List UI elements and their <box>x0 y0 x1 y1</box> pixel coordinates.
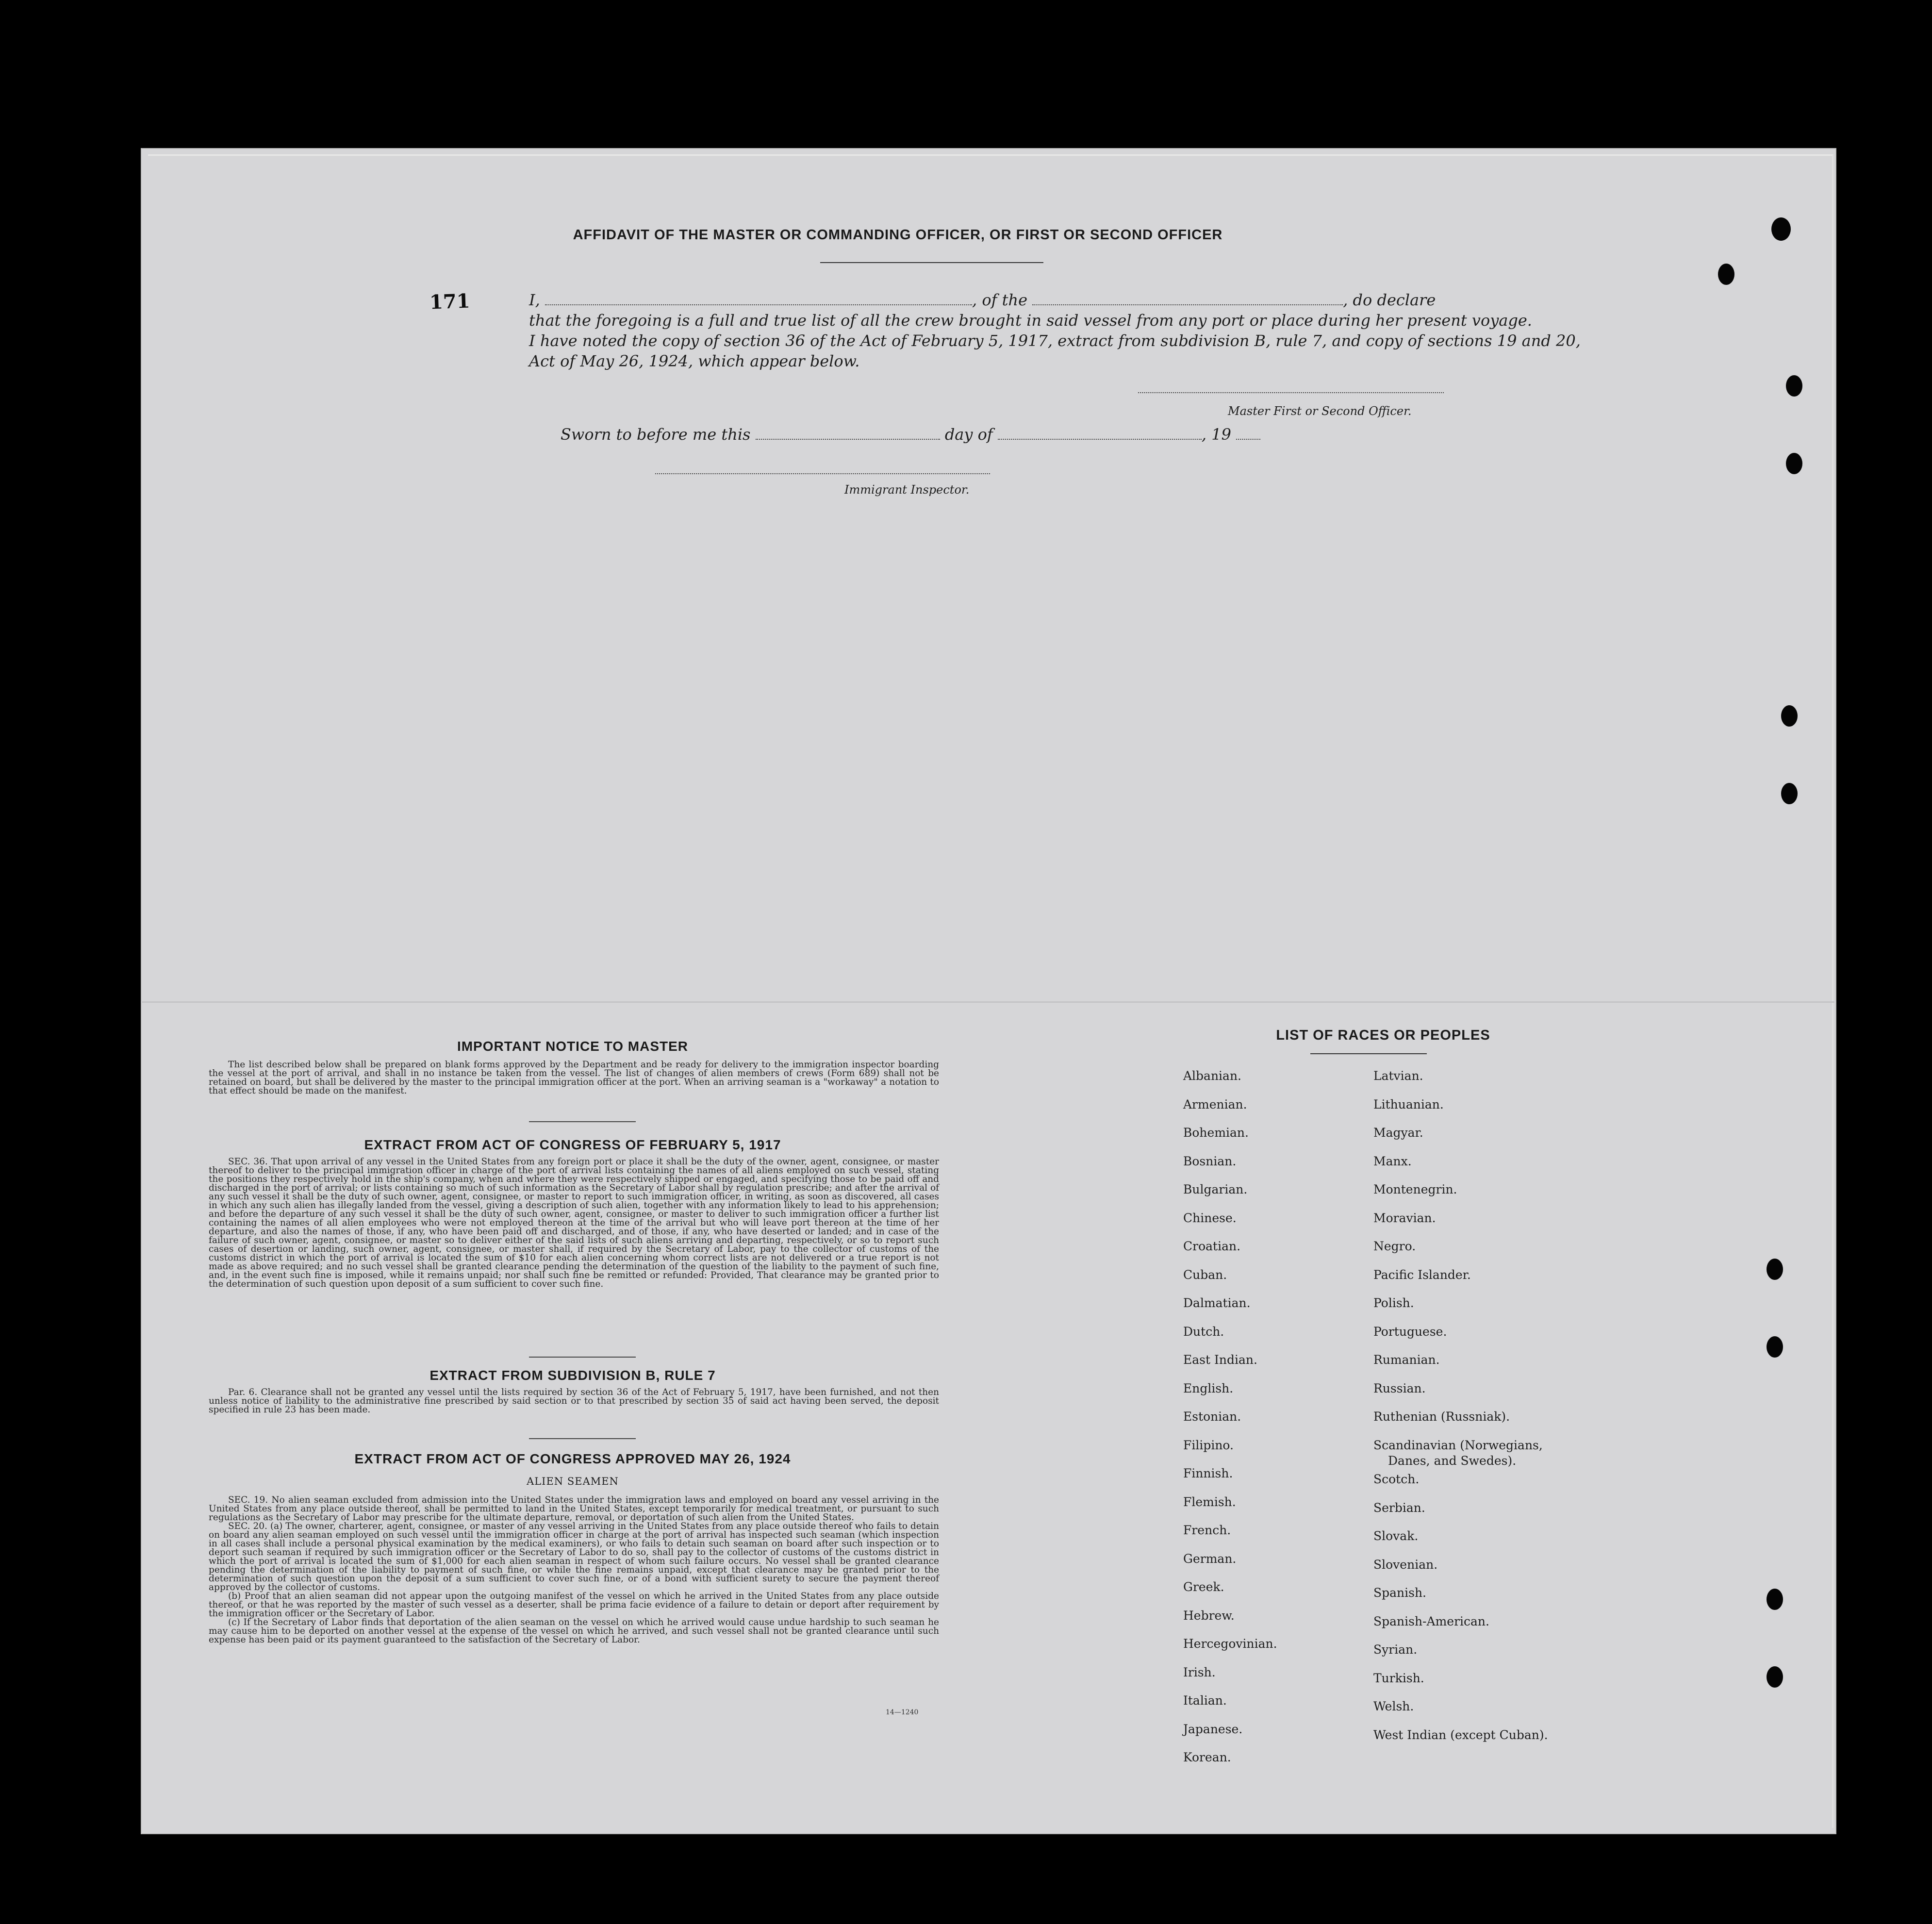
affidavit-title: AFFIDAVIT OF THE MASTER OR COMMANDING OFFICER, OR FIRST OR SECOND OFFICER <box>573 227 1223 243</box>
races-title-rule <box>1310 1053 1427 1054</box>
binder-hole <box>1767 1336 1783 1358</box>
affidavit-line-3: I have noted the copy of section 36 of the Act of February 5, 1917, extract from subdivision B, rule 7, and copy of sections 19 and 20, <box>529 332 1581 350</box>
sworn-year-blank[interactable] <box>1236 439 1260 440</box>
rule7-paragraph: Par. 6. Clearance shall not be granted any vessel until the lists required by section 36 of the Act of February 5, 1917, have been furnished, and not then unless notice of liability to the administrative fine prescribed by said section or to that prescribed by section 35 of said act having been served, the deposit specified in rule 23 has been made. <box>209 1387 939 1415</box>
race-item: French. <box>1183 1523 1231 1537</box>
race-item: Slovak. <box>1373 1529 1419 1543</box>
binder-hole <box>1767 1666 1783 1688</box>
race-item: West Indian (except Cuban). <box>1373 1727 1548 1742</box>
form-number: 14—1240 <box>886 1708 919 1716</box>
inspector-signature-blank[interactable] <box>655 473 990 474</box>
race-item: Moravian. <box>1373 1211 1436 1225</box>
race-item: Japanese. <box>1183 1722 1243 1736</box>
section-20b-paragraph: (b) Proof that an alien seaman did not appear upon the outgoing manifest of the vessel on which he arrived in the United States from any place outside thereof, or that he was reported by the master of such vessel as a deserter, shall be prima facie evidence of a failure to detain or deport after requirement by the immigration officer or the Secretary of Labor. <box>209 1591 939 1619</box>
extract-1917-text <box>209 1158 939 1289</box>
race-item: Finnish. <box>1183 1466 1233 1480</box>
sworn-month-blank[interactable] <box>998 439 1202 440</box>
race-item: Hercegovinian. <box>1183 1637 1277 1651</box>
section-36-paragraph: SEC. 36. That upon arrival of any vessel in the United States from any foreign port or place it shall be the duty of the owner, agent, consignee, or master thereof to deliver to the principal immigration officer in charge of the port of arrival lists containing the names of all aliens employed on such vessel, stating the positions they respectively hold in the ship's company, when and where they were respectively shipped or engaged, and specifying those to be paid off and discharged in the port of arrival; or lists containing so much of such information as the Secretary of Labor shall by regulation prescribe; and after the arrival of any such vessel it shall be the duty of such owner, agent, consignee, or master to report to such immigration officer, in writing, as soon as discovered, all cases in which any such alien has illegally landed from the vessel, giving a description of such alien, together with any information likely to lead to his apprehension; and before the departure of any such vessel it shall be the duty of such owner, agent, consignee, or master to deliver to such immigration officer a further list containing the names of all alien employees who were not employed thereon at the time of the arrival but who will leave port thereon at the time of her departure, and also the names of those, if any, who have been paid off and discharged, and of those, if any, who have deserted or landed; and in case of the failure of such owner, agent, consignee, or master so to deliver either of the said lists of such aliens arriving and departing, respectively, or so to report such cases of desertion or landing, such owner, agent, consignee, or master shall, if required by the Secretary of Labor, pay to the collector of customs of the customs district in which the port of arrival is located the sum of $10 for each alien concerning whom correct lists are not delivered or a true report is not made as above required; and no such vessel shall be granted clearance pending the determination of the question of the liability to the payment of such fine, and, in the event such fine is imposed, while it remains unpaid; nor shall such fine be remitted or refunded: Provided, That clearance may be granted prior to the determination of such question upon deposit of a sum sufficient to cover such fine. <box>209 1157 939 1289</box>
race-item: East Indian. <box>1183 1353 1257 1367</box>
race-item: Rumanian. <box>1373 1353 1440 1367</box>
race-item: Spanish-American. <box>1373 1614 1489 1628</box>
binder-hole <box>1767 1589 1783 1610</box>
race-item: Portuguese. <box>1373 1324 1447 1339</box>
race-item: English. <box>1183 1381 1234 1395</box>
fold-line <box>141 1001 1834 1003</box>
notice-text <box>209 1061 939 1095</box>
race-item-continuation: Danes, and Swedes). <box>1388 1453 1517 1468</box>
race-item: Spanish. <box>1373 1586 1427 1600</box>
binder-hole <box>1718 264 1734 285</box>
notice-paragraph: The list described below shall be prepared on blank forms approved by the Department and be ready for delivery to the immigration inspector boarding the vessel at the port of arrival, and shall in no instance be taken from the vessel. The list of changes of alien members of crews (Form 689) shall not be retained on board, but shall be delivered by the master to the principal immigration officer at the port. When an arriving seaman is a "workaway" a notation to that effect should be made on the manifest. <box>209 1060 939 1096</box>
race-item: Bohemian. <box>1183 1126 1249 1140</box>
sworn-line <box>561 425 1260 444</box>
name-blank[interactable] <box>545 304 972 305</box>
races-title: LIST OF RACES OR PEOPLES <box>1276 1028 1490 1043</box>
notice-title: IMPORTANT NOTICE TO MASTER <box>457 1039 689 1054</box>
race-item: Scandinavian (Norwegians, <box>1373 1438 1543 1452</box>
extract-rule7-text <box>209 1388 939 1414</box>
race-item: Dutch. <box>1183 1324 1224 1339</box>
race-item: Korean. <box>1183 1750 1231 1764</box>
affidavit-declaration-line <box>529 290 1480 310</box>
master-signature-label: Master First or Second Officer. <box>1228 404 1412 418</box>
binder-hole <box>1781 705 1798 727</box>
race-item: Manx. <box>1373 1154 1412 1168</box>
sworn-prefix: Sworn to before me this <box>561 425 751 444</box>
master-signature-blank[interactable] <box>1138 392 1444 393</box>
race-item: Magyar. <box>1373 1126 1423 1140</box>
race-item: Filipino. <box>1183 1438 1234 1452</box>
race-item: Slovenian. <box>1373 1557 1438 1572</box>
sworn-day-blank[interactable] <box>756 439 940 440</box>
race-item: Russian. <box>1373 1381 1426 1395</box>
affidavit-line-4: Act of May 26, 1924, which appear below. <box>529 352 860 370</box>
affidavit-declare: , do declare <box>1343 291 1436 309</box>
race-item: Scotch. <box>1373 1472 1420 1486</box>
section-20a-paragraph: SEC. 20. (a) The owner, charterer, agent, consignee, or master of any vessel arriving in the United States from any place outside thereof who fails to detain on board any alien seaman employed on such vessel until the immigration officer in charge at the port of arrival has inspected such seaman (which inspection in all cases shall include a personal physical examination by the medical examiners), or who fails to detain such seaman on board after such inspection or to deport such seaman if required by such immigration officer or the Secretary of Labor to do so, shall pay to the collector of customs of the customs district in which the port of arrival is located the sum of $1,000 for each alien seaman in respect of whom such failure occurs. No vessel shall be granted clearance pending the determination of the liability to payment of such fine, or while the fine remains unpaid, except that clearance may be granted prior to the determination of such question upon the deposit of a sum sufficient to cover such fine, or of a bond with sufficient surety to secure the payment thereof approved by the collector of customs. <box>209 1521 939 1592</box>
race-item: Polish. <box>1373 1296 1414 1310</box>
race-item: Greek. <box>1183 1580 1224 1594</box>
title-rule <box>820 262 1043 263</box>
race-item: Ruthenian (Russniak). <box>1373 1410 1510 1424</box>
race-item: German. <box>1183 1551 1237 1566</box>
race-item: Estonian. <box>1183 1410 1241 1424</box>
section-rule <box>529 1438 636 1439</box>
affidavit-line-2: that the foregoing is a full and true list of all the crew brought in said vessel from any port or place during her present voyage. <box>529 311 1532 330</box>
race-item: Bulgarian. <box>1183 1182 1248 1196</box>
race-item: Welsh. <box>1373 1699 1414 1713</box>
sworn-day-of: day of <box>944 425 993 444</box>
race-item: Montenegrin. <box>1373 1182 1457 1196</box>
race-item: Croatian. <box>1183 1239 1241 1253</box>
race-item: Serbian. <box>1373 1500 1425 1515</box>
race-item: Chinese. <box>1183 1211 1237 1225</box>
race-item: Lithuanian. <box>1373 1097 1444 1111</box>
binder-hole <box>1786 453 1802 474</box>
extract-1917-title: EXTRACT FROM ACT OF CONGRESS OF FEBRUARY 5, 1917 <box>364 1137 781 1152</box>
race-item: Turkish. <box>1373 1671 1424 1685</box>
extract-1924-text <box>209 1496 939 1644</box>
race-item: Flemish. <box>1183 1494 1236 1509</box>
extract-rule7-title: EXTRACT FROM SUBDIVISION B, RULE 7 <box>429 1368 716 1383</box>
section-19-paragraph: SEC. 19. No alien seaman excluded from admission into the United States under the immigration laws and employed on board any vessel arriving in the United States from any place outside thereof, shall be permitted to land in the United States, except temporarily for medical treatment, or pursuant to such regulations as the Secretary of Labor may prescribe for the ultimate departure, removal, or deportation of such alien from the United States. <box>209 1495 939 1523</box>
binder-hole <box>1771 217 1791 241</box>
vessel-blank[interactable] <box>1032 304 1343 305</box>
race-item: Italian. <box>1183 1693 1227 1708</box>
race-item: Albanian. <box>1183 1069 1242 1083</box>
race-item: Negro. <box>1373 1239 1416 1253</box>
stamp-number: 171 <box>429 289 471 314</box>
binder-hole <box>1767 1259 1783 1280</box>
section-20c-paragraph: (c) If the Secretary of Labor finds that deportation of the alien seaman on the vessel on which he arrived would cause undue hardship to such seaman he may cause him to be deported on another vessel at the expense of the vessel on which he arrived, and such vessel shall not be granted clearance until such expense has been paid or its payment guaranteed to the satisfaction of the Secretary of Labor. <box>209 1617 939 1645</box>
section-rule <box>529 1121 636 1122</box>
race-item: Pacific Islander. <box>1373 1267 1471 1282</box>
race-item: Bosnian. <box>1183 1154 1237 1168</box>
affidavit-of-the: , of the <box>972 291 1028 309</box>
binder-hole <box>1781 783 1798 804</box>
section-rule <box>529 1357 636 1358</box>
race-item: Armenian. <box>1183 1097 1247 1111</box>
race-item: Syrian. <box>1373 1642 1418 1657</box>
binder-hole <box>1786 375 1802 397</box>
race-item: Cuban. <box>1183 1267 1227 1282</box>
affidavit-i: I, <box>529 291 540 309</box>
alien-seamen-subtitle: ALIEN SEAMEN <box>527 1476 619 1487</box>
inspector-label: Immigrant Inspector. <box>844 483 970 497</box>
race-item: Dalmatian. <box>1183 1296 1251 1310</box>
race-item: Irish. <box>1183 1665 1216 1679</box>
race-item: Hebrew. <box>1183 1608 1235 1623</box>
extract-1924-title: EXTRACT FROM ACT OF CONGRESS APPROVED MAY 26, 1924 <box>354 1451 791 1466</box>
sworn-year: , 19 <box>1201 425 1231 444</box>
race-item: Latvian. <box>1373 1069 1423 1083</box>
